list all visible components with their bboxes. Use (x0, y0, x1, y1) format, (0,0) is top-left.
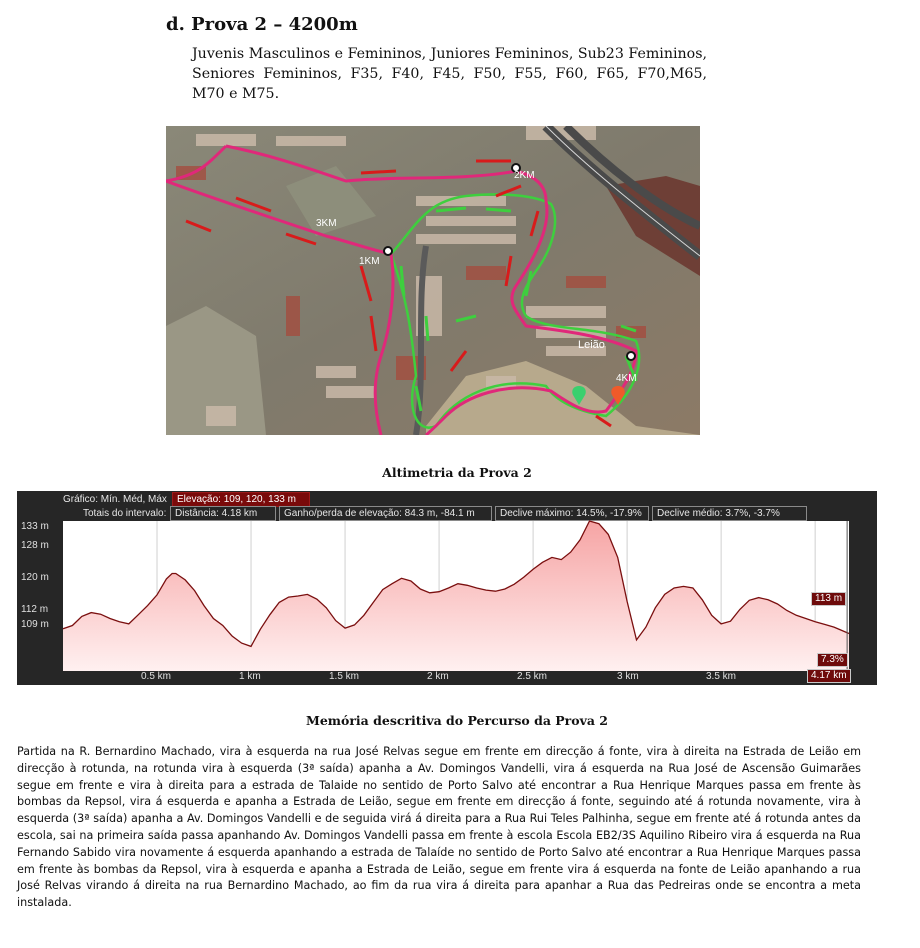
route-map-image (166, 126, 700, 435)
cursor-distance-tag: 4.17 km (807, 669, 851, 683)
chart-elevation-stat: Elevação: 109, 120, 133 m (172, 492, 310, 507)
x-tick-label: 3 km (617, 671, 639, 682)
elevation-plot (17, 491, 877, 685)
map-label-3km: 3KM (316, 218, 337, 229)
map-label-4km: 4KM (616, 373, 637, 384)
y-tick-label: 133 m (21, 521, 49, 532)
race-categories: Juvenis Masculinos e Femininos, Juniores Femininos, Sub23 Femininos, Seniores Femininos, F35, F40, F45, F50, F55, F60, F65, F70,M65, M70 e M75. (192, 46, 707, 102)
y-tick-label: 112 m (21, 604, 49, 615)
map-label-2km: 2KM (514, 170, 535, 181)
x-tick-label: 2.5 km (517, 671, 548, 682)
y-tick-label: 109 m (21, 619, 49, 630)
route-description: Partida na R. Bernardino Machado, vira à esquerda na rua José Relvas segue em frente em direcção á fonte, vira à direita na Estrada de Leião em direcção à rotunda, na rotunda vira à esquerda (3ª saída) apanha a Av. Domingos Vandelli, vira á esquerda na Rua José de Ascensão Guimarães segue em frente e vira à direita para a estrada de Talaide no sentido de Porto Salvo até encontrar a Rua Henrique Marques passa em frente às bombas da Repsol, vira á esquerda e apanha a Estrada de Leião, segue em frente em direcção á fonte, seguindo até á rotunda novamente, vira à esquerda (3ª saída) apanha a Av. Domingos Vandelli e de seguida virá á direita para a Rua Rui Teles Palhinha, segue em frente até á rotunda antes da escola, sai na primeira saída passa apanhando Av. Domingos Vandelli passa em frente à escola Escola EB2/3S Aquilino Ribeiro vira á esquerda na Rua Fernando Sabido vira novamente á esquerda apanhando a estrada de Talaíde no sentido de Porto Salvo até encontrar a Rua Henrique Marques passa em frente às bombas da Repsol, vira à esquerda e apanha a Estrada de Leião, segue em frente vira á esquerda na fonte de Leião apanhando a rua José Relvas virando á direita na rua Bernardino Machado, ao fim da rua vira á direita para apanhar a Rua das Pedreiras onde se encontra a meta instalada. (17, 745, 861, 910)
altimetry-title: Altimetria da Prova 2 (382, 465, 532, 480)
chart-avg-slope-stat: Declive médio: 3.7%, -3.7% (652, 506, 807, 521)
y-tick-label: 120 m (21, 572, 49, 583)
chart-graph-label: Gráfico: Mín. Méd, Máx (63, 494, 167, 505)
x-tick-label: 0.5 km (141, 671, 172, 682)
race-heading: d. Prova 2 – 4200m (166, 14, 358, 35)
description-title: Memória descritiva do Percurso da Prova 2 (305, 713, 609, 728)
x-tick-label: 1 km (239, 671, 261, 682)
x-tick-label: 1.5 km (329, 671, 360, 682)
map-label-1km: 1KM (359, 256, 380, 267)
elevation-profile-chart (17, 491, 877, 685)
x-tick-label: 3.5 km (706, 671, 737, 682)
x-tick-label: 2 km (427, 671, 449, 682)
y-tick-label: 128 m (21, 540, 49, 551)
map-label-leiao: Leião (578, 339, 605, 351)
cursor-elevation-tag: 113 m (811, 592, 846, 606)
cursor-slope-tag: 7.3% (817, 653, 848, 667)
chart-distance-stat: Distância: 4.18 km (170, 506, 276, 521)
chart-totals-label: Totais do intervalo: (83, 508, 167, 519)
chart-max-slope-stat: Declive máximo: 14.5%, -17.9% (495, 506, 649, 521)
chart-gain-loss-stat: Ganho/perda de elevação: 84.3 m, -84.1 m (279, 506, 492, 521)
